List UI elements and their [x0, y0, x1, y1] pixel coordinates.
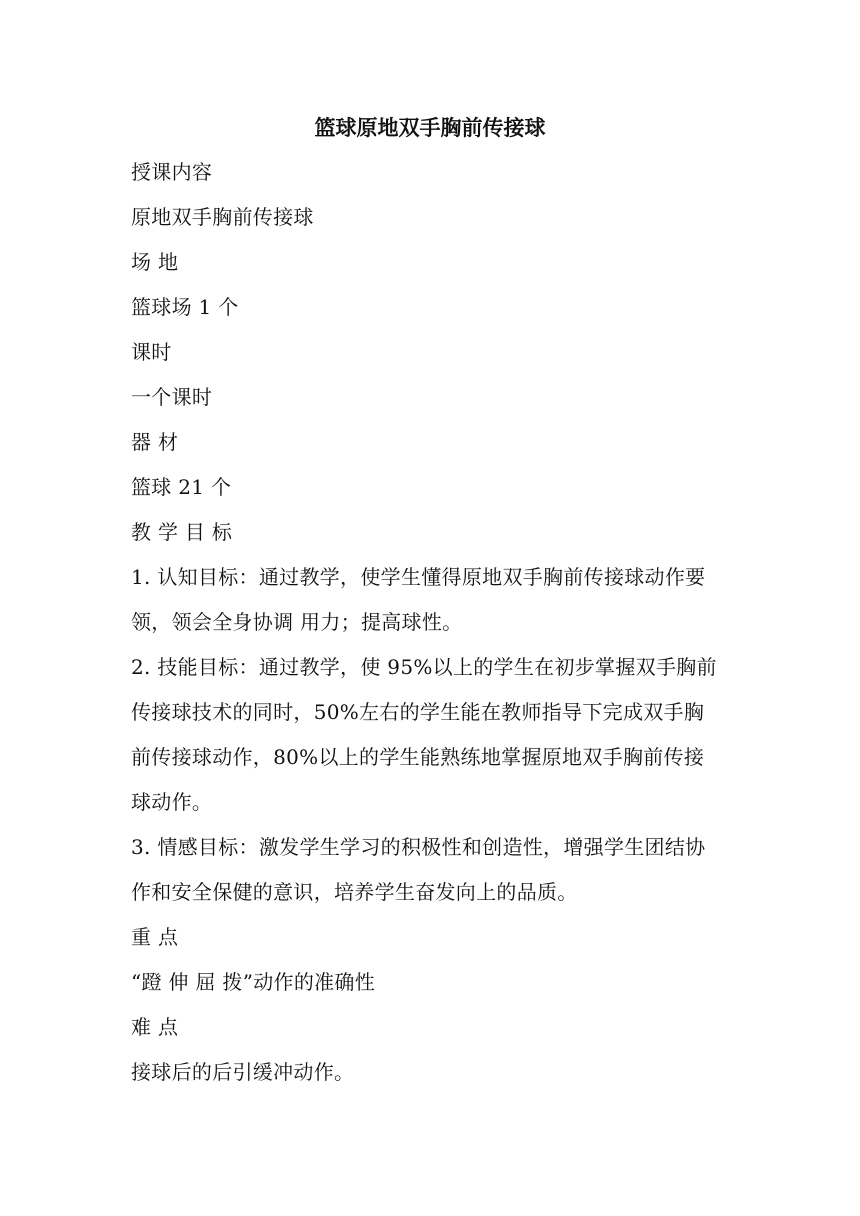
text-line: 场 地: [131, 250, 179, 274]
text-line: 接球后的后引缓冲动作。: [131, 1060, 355, 1084]
text-line: 传接球技术的同时，50%左右的学生能在教师指导下完成双手胸: [131, 700, 705, 724]
text-line: 球动作。: [131, 790, 213, 814]
text-line: 重 点: [131, 925, 179, 949]
text-line: 授课内容: [131, 160, 213, 184]
text-line: 教 学 目 标: [131, 520, 233, 544]
text-line: 篮球 21 个: [131, 475, 232, 499]
text-line: 领，领会全身协调 用力；提高球性。: [131, 610, 463, 634]
text-line: 前传接球动作，80%以上的学生能熟练地掌握原地双手胸前传接: [131, 745, 705, 769]
text-line: 2. 技能目标：通过教学，使 95%以上的学生在初步掌握双手胸前: [131, 655, 717, 679]
text-line: 3. 情感目标：激发学生学习的积极性和创造性，增强学生团结协: [131, 835, 706, 859]
text-line: 原地双手胸前传接球: [131, 205, 314, 229]
text-line: 器 材: [131, 430, 179, 454]
text-line: 难 点: [131, 1015, 179, 1039]
text-line: “蹬 伸 屈 拨”动作的准确性: [131, 970, 376, 994]
text-line: 一个课时: [131, 385, 213, 409]
text-line: 课时: [131, 340, 172, 364]
text-line: 作和安全保健的意识，培养学生奋发向上的品质。: [131, 880, 578, 904]
text-line: 篮球场 1 个: [131, 295, 239, 319]
text-line: 1. 认知目标：通过教学，使学生懂得原地双手胸前传接球动作要: [131, 565, 706, 589]
document-title: 篮球原地双手胸前传接球: [314, 115, 546, 140]
